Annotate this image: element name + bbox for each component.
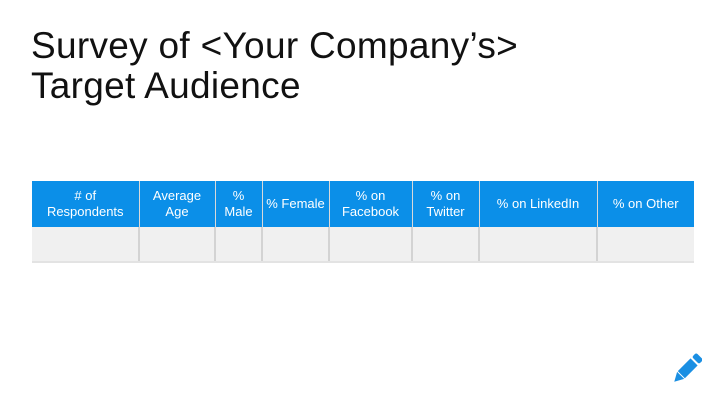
table-row <box>32 227 694 262</box>
column-header: % on LinkedIn <box>479 181 597 227</box>
column-header: % Male <box>215 181 262 227</box>
table-cell[interactable] <box>215 227 262 262</box>
table-cell[interactable] <box>262 227 329 262</box>
slide-title-line-2: Target Audience <box>31 65 301 106</box>
pencil-icon[interactable] <box>672 352 702 386</box>
table-cell[interactable] <box>412 227 479 262</box>
table-cell[interactable] <box>479 227 597 262</box>
column-header: % on Other <box>597 181 694 227</box>
slide-title <box>31 26 691 106</box>
table-cell[interactable] <box>597 227 694 262</box>
slide-title-line-1: Survey of <Your Company’s> <box>31 25 519 66</box>
table-cell[interactable] <box>329 227 412 262</box>
column-header: % on Facebook <box>329 181 412 227</box>
survey-table <box>32 181 694 263</box>
column-header: # of Respondents <box>32 181 139 227</box>
table-cell[interactable] <box>32 227 139 262</box>
table-header-row <box>32 181 694 227</box>
column-header: Average Age <box>139 181 215 227</box>
column-header: % on Twitter <box>412 181 479 227</box>
column-header: % Female <box>262 181 329 227</box>
table-cell[interactable] <box>139 227 215 262</box>
